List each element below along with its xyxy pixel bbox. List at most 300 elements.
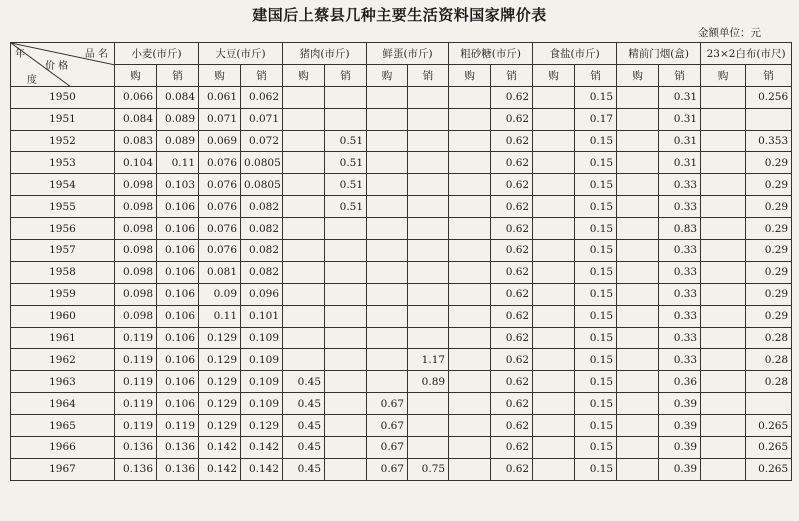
page-title: 建国后上蔡县几种主要生活资料国家牌价表 bbox=[252, 6, 547, 24]
price-cell: 0.098 bbox=[115, 283, 157, 305]
price-cell bbox=[701, 261, 746, 283]
price-cell: 0.15 bbox=[575, 218, 617, 240]
price-cell bbox=[617, 415, 659, 437]
price-cell bbox=[367, 349, 408, 371]
price-cell: 0.106 bbox=[157, 240, 199, 262]
price-cell: 0.129 bbox=[199, 349, 241, 371]
price-cell bbox=[325, 261, 367, 283]
year-cell: 1958 bbox=[11, 261, 115, 283]
price-cell: 0.109 bbox=[241, 393, 283, 415]
price-cell: 0.106 bbox=[157, 196, 199, 218]
table-row bbox=[11, 86, 792, 108]
price-cell: 0.45 bbox=[283, 458, 325, 480]
price-cell bbox=[617, 371, 659, 393]
price-cell: 0.33 bbox=[659, 196, 701, 218]
price-cell: 0.67 bbox=[367, 458, 408, 480]
price-cell: 0.62 bbox=[491, 218, 533, 240]
table-row bbox=[11, 174, 792, 196]
price-cell: 0.129 bbox=[199, 327, 241, 349]
price-cell bbox=[701, 393, 746, 415]
price-cell: 0.39 bbox=[659, 458, 701, 480]
price-cell bbox=[701, 240, 746, 262]
price-cell: 0.076 bbox=[199, 174, 241, 196]
price-cell: 0.076 bbox=[199, 152, 241, 174]
price-cell: 0.62 bbox=[491, 371, 533, 393]
price-cell bbox=[367, 305, 408, 327]
price-cell: 0.119 bbox=[115, 327, 157, 349]
price-cell: 0.15 bbox=[575, 305, 617, 327]
price-cell bbox=[533, 108, 575, 130]
price-cell: 0.072 bbox=[241, 130, 283, 152]
price-cell bbox=[325, 415, 367, 437]
price-cell bbox=[283, 327, 325, 349]
price-cell: 0.15 bbox=[575, 86, 617, 108]
price-cell bbox=[283, 349, 325, 371]
price-cell bbox=[701, 283, 746, 305]
price-cell bbox=[283, 218, 325, 240]
price-cell: 0.17 bbox=[575, 108, 617, 130]
subheader-sell: 销 bbox=[659, 64, 701, 86]
price-cell: 0.29 bbox=[746, 196, 792, 218]
year-cell: 1963 bbox=[11, 371, 115, 393]
price-cell bbox=[367, 130, 408, 152]
price-cell bbox=[367, 86, 408, 108]
price-cell: 0.098 bbox=[115, 305, 157, 327]
price-cell bbox=[617, 437, 659, 459]
price-cell bbox=[283, 130, 325, 152]
price-cell bbox=[367, 283, 408, 305]
subheader-sell: 销 bbox=[491, 64, 533, 86]
price-cell: 0.62 bbox=[491, 415, 533, 437]
price-cell bbox=[367, 327, 408, 349]
year-cell: 1967 bbox=[11, 458, 115, 480]
year-cell: 1952 bbox=[11, 130, 115, 152]
price-cell bbox=[449, 261, 491, 283]
price-cell: 0.62 bbox=[491, 393, 533, 415]
price-cell bbox=[617, 349, 659, 371]
price-cell bbox=[701, 371, 746, 393]
header-wheat: 小麦(市斤) bbox=[115, 43, 199, 65]
price-cell bbox=[533, 152, 575, 174]
price-cell: 0.136 bbox=[157, 437, 199, 459]
price-cell: 0.62 bbox=[491, 108, 533, 130]
subheader-buy: 购 bbox=[115, 64, 157, 86]
year-cell: 1966 bbox=[11, 437, 115, 459]
table-row bbox=[11, 261, 792, 283]
price-cell: 0.28 bbox=[746, 371, 792, 393]
price-cell: 0.31 bbox=[659, 130, 701, 152]
price-cell: 0.069 bbox=[199, 130, 241, 152]
subheader-sell: 销 bbox=[157, 64, 199, 86]
price-cell bbox=[449, 349, 491, 371]
price-cell: 0.062 bbox=[241, 86, 283, 108]
price-cell: 0.33 bbox=[659, 174, 701, 196]
price-cell bbox=[283, 240, 325, 262]
table-row bbox=[11, 458, 792, 480]
price-cell bbox=[533, 437, 575, 459]
price-cell: 0.142 bbox=[241, 437, 283, 459]
price-cell: 0.084 bbox=[157, 86, 199, 108]
price-cell: 0.136 bbox=[115, 437, 157, 459]
price-cell: 0.15 bbox=[575, 261, 617, 283]
price-cell bbox=[283, 174, 325, 196]
price-cell: 0.62 bbox=[491, 458, 533, 480]
price-cell: 0.106 bbox=[157, 283, 199, 305]
header-row bbox=[11, 43, 792, 65]
price-cell: 0.29 bbox=[746, 305, 792, 327]
price-cell bbox=[617, 283, 659, 305]
price-cell: 0.39 bbox=[659, 415, 701, 437]
price-cell: 0.082 bbox=[241, 261, 283, 283]
unit-label: 金额单位：元 bbox=[698, 27, 761, 39]
price-cell bbox=[408, 283, 449, 305]
price-cell bbox=[408, 415, 449, 437]
price-cell: 0.0805 bbox=[241, 174, 283, 196]
header-cloth: 23×2白布(市尺) bbox=[701, 43, 792, 65]
subheader-buy: 购 bbox=[617, 64, 659, 86]
price-cell: 0.106 bbox=[157, 261, 199, 283]
year-cell: 1960 bbox=[11, 305, 115, 327]
price-cell bbox=[533, 458, 575, 480]
price-cell: 0.098 bbox=[115, 261, 157, 283]
price-cell bbox=[617, 393, 659, 415]
price-cell: 0.29 bbox=[746, 218, 792, 240]
price-cell bbox=[283, 152, 325, 174]
price-cell: 0.29 bbox=[746, 174, 792, 196]
table-row bbox=[11, 349, 792, 371]
price-cell bbox=[533, 327, 575, 349]
price-cell bbox=[533, 218, 575, 240]
price-cell: 0.29 bbox=[746, 152, 792, 174]
price-cell bbox=[283, 86, 325, 108]
price-cell bbox=[617, 130, 659, 152]
price-cell bbox=[449, 458, 491, 480]
price-cell: 0.62 bbox=[491, 86, 533, 108]
subheader-buy: 购 bbox=[449, 64, 491, 86]
price-cell: 0.62 bbox=[491, 437, 533, 459]
year-cell: 1953 bbox=[11, 152, 115, 174]
price-cell: 0.62 bbox=[491, 152, 533, 174]
price-cell: 0.51 bbox=[325, 174, 367, 196]
price-cell: 0.28 bbox=[746, 327, 792, 349]
price-cell: 0.106 bbox=[157, 218, 199, 240]
price-cell bbox=[533, 240, 575, 262]
year-cell: 1954 bbox=[11, 174, 115, 196]
table-row bbox=[11, 305, 792, 327]
price-cell bbox=[533, 174, 575, 196]
price-cell bbox=[408, 393, 449, 415]
year-cell: 1955 bbox=[11, 196, 115, 218]
price-cell bbox=[408, 327, 449, 349]
price-cell bbox=[449, 437, 491, 459]
table-row bbox=[11, 327, 792, 349]
price-cell bbox=[367, 218, 408, 240]
price-cell: 0.098 bbox=[115, 218, 157, 240]
year-cell: 1957 bbox=[11, 240, 115, 262]
table-row bbox=[11, 437, 792, 459]
corner-bottom-label: 度 bbox=[27, 75, 37, 86]
price-cell: 0.15 bbox=[575, 327, 617, 349]
price-cell: 0.62 bbox=[491, 261, 533, 283]
price-cell: 0.076 bbox=[199, 240, 241, 262]
price-cell bbox=[408, 108, 449, 130]
price-cell bbox=[533, 283, 575, 305]
subheader-buy: 购 bbox=[283, 64, 325, 86]
price-table bbox=[10, 42, 792, 481]
table-body bbox=[11, 86, 792, 480]
price-cell bbox=[408, 218, 449, 240]
price-cell: 0.083 bbox=[115, 130, 157, 152]
price-cell: 0.67 bbox=[367, 393, 408, 415]
price-cell: 0.31 bbox=[659, 152, 701, 174]
price-cell: 0.39 bbox=[659, 437, 701, 459]
subheader-sell: 销 bbox=[325, 64, 367, 86]
price-cell: 0.33 bbox=[659, 240, 701, 262]
corner-left-label: 年 bbox=[15, 49, 25, 60]
table-row bbox=[11, 240, 792, 262]
price-cell: 0.83 bbox=[659, 218, 701, 240]
price-cell bbox=[746, 393, 792, 415]
subheader-sell: 销 bbox=[746, 64, 792, 86]
year-cell: 1956 bbox=[11, 218, 115, 240]
price-cell: 0.15 bbox=[575, 458, 617, 480]
price-cell: 0.15 bbox=[575, 240, 617, 262]
price-cell bbox=[533, 130, 575, 152]
price-cell bbox=[449, 371, 491, 393]
price-cell bbox=[701, 196, 746, 218]
subheader-buy: 购 bbox=[533, 64, 575, 86]
price-cell bbox=[449, 174, 491, 196]
price-cell bbox=[617, 108, 659, 130]
price-cell: 0.62 bbox=[491, 349, 533, 371]
price-cell: 0.129 bbox=[241, 415, 283, 437]
price-cell: 0.142 bbox=[199, 437, 241, 459]
price-cell bbox=[325, 327, 367, 349]
subheader-buy: 购 bbox=[701, 64, 746, 86]
header-cigarettes: 精前门烟(盒) bbox=[617, 43, 701, 65]
price-cell: 0.119 bbox=[115, 415, 157, 437]
price-cell bbox=[325, 240, 367, 262]
price-cell bbox=[325, 305, 367, 327]
price-cell bbox=[449, 240, 491, 262]
price-cell: 0.36 bbox=[659, 371, 701, 393]
price-cell: 0.29 bbox=[746, 240, 792, 262]
subheader-sell: 销 bbox=[408, 64, 449, 86]
price-cell: 0.129 bbox=[199, 371, 241, 393]
corner-top-label: 品 名 bbox=[84, 49, 108, 60]
price-cell: 0.142 bbox=[199, 458, 241, 480]
table-row bbox=[11, 152, 792, 174]
price-cell: 0.082 bbox=[241, 196, 283, 218]
price-cell: 0.256 bbox=[746, 86, 792, 108]
price-cell: 0.089 bbox=[157, 108, 199, 130]
price-cell bbox=[408, 196, 449, 218]
price-cell: 0.15 bbox=[575, 196, 617, 218]
price-cell: 0.061 bbox=[199, 86, 241, 108]
price-cell: 0.089 bbox=[157, 130, 199, 152]
price-cell bbox=[701, 86, 746, 108]
price-cell bbox=[617, 86, 659, 108]
price-cell bbox=[325, 371, 367, 393]
price-cell bbox=[283, 283, 325, 305]
price-cell bbox=[408, 86, 449, 108]
price-cell: 0.31 bbox=[659, 108, 701, 130]
price-cell: 1.17 bbox=[408, 349, 449, 371]
price-cell: 0.62 bbox=[491, 130, 533, 152]
price-cell: 0.75 bbox=[408, 458, 449, 480]
price-cell bbox=[533, 196, 575, 218]
price-cell: 0.129 bbox=[199, 415, 241, 437]
price-cell: 0.33 bbox=[659, 305, 701, 327]
price-cell bbox=[408, 437, 449, 459]
price-cell bbox=[701, 327, 746, 349]
price-cell: 0.098 bbox=[115, 174, 157, 196]
price-cell bbox=[746, 108, 792, 130]
price-cell bbox=[408, 261, 449, 283]
price-cell: 0.62 bbox=[491, 305, 533, 327]
price-cell: 0.098 bbox=[115, 196, 157, 218]
price-cell bbox=[283, 196, 325, 218]
price-cell bbox=[617, 174, 659, 196]
price-cell: 0.15 bbox=[575, 130, 617, 152]
price-cell: 0.39 bbox=[659, 393, 701, 415]
price-cell: 0.071 bbox=[199, 108, 241, 130]
price-cell: 0.119 bbox=[115, 349, 157, 371]
header-eggs: 鲜蛋(市斤) bbox=[367, 43, 449, 65]
price-cell bbox=[408, 152, 449, 174]
table-row bbox=[11, 283, 792, 305]
header-soybean: 大豆(市斤) bbox=[199, 43, 283, 65]
price-cell: 0.103 bbox=[157, 174, 199, 196]
price-cell: 0.51 bbox=[325, 152, 367, 174]
price-cell bbox=[701, 218, 746, 240]
price-cell bbox=[533, 371, 575, 393]
price-cell bbox=[617, 218, 659, 240]
price-cell: 0.45 bbox=[283, 371, 325, 393]
price-cell bbox=[701, 130, 746, 152]
price-cell bbox=[367, 174, 408, 196]
table-row bbox=[11, 218, 792, 240]
price-cell: 0.109 bbox=[241, 349, 283, 371]
price-cell bbox=[283, 305, 325, 327]
price-cell bbox=[367, 196, 408, 218]
price-cell: 0.62 bbox=[491, 240, 533, 262]
price-cell: 0.136 bbox=[157, 458, 199, 480]
price-cell: 0.31 bbox=[659, 86, 701, 108]
price-cell bbox=[367, 261, 408, 283]
price-cell: 0.109 bbox=[241, 371, 283, 393]
price-cell bbox=[449, 415, 491, 437]
price-cell: 0.45 bbox=[283, 393, 325, 415]
price-cell: 0.15 bbox=[575, 283, 617, 305]
price-cell bbox=[617, 240, 659, 262]
price-cell bbox=[701, 305, 746, 327]
price-cell bbox=[533, 261, 575, 283]
price-cell: 0.15 bbox=[575, 152, 617, 174]
price-cell bbox=[533, 393, 575, 415]
price-cell: 0.101 bbox=[241, 305, 283, 327]
price-cell bbox=[533, 415, 575, 437]
price-cell bbox=[617, 458, 659, 480]
price-cell bbox=[325, 86, 367, 108]
price-cell: 0.33 bbox=[659, 349, 701, 371]
price-cell bbox=[449, 108, 491, 130]
price-cell: 0.119 bbox=[157, 415, 199, 437]
price-cell: 0.15 bbox=[575, 174, 617, 196]
price-cell: 0.62 bbox=[491, 327, 533, 349]
price-cell: 0.67 bbox=[367, 415, 408, 437]
table-row bbox=[11, 371, 792, 393]
price-cell: 0.098 bbox=[115, 240, 157, 262]
price-cell bbox=[408, 174, 449, 196]
table-row bbox=[11, 196, 792, 218]
price-cell: 0.084 bbox=[115, 108, 157, 130]
price-cell bbox=[367, 108, 408, 130]
price-cell bbox=[408, 305, 449, 327]
price-cell: 0.119 bbox=[115, 371, 157, 393]
price-cell: 0.142 bbox=[241, 458, 283, 480]
price-cell: 0.11 bbox=[199, 305, 241, 327]
price-cell: 0.15 bbox=[575, 393, 617, 415]
price-cell: 0.0805 bbox=[241, 152, 283, 174]
subheader-sell: 销 bbox=[241, 64, 283, 86]
price-cell: 0.119 bbox=[115, 393, 157, 415]
price-cell: 0.67 bbox=[367, 437, 408, 459]
header-sugar: 粗砂糖(市斤) bbox=[449, 43, 533, 65]
price-cell bbox=[701, 349, 746, 371]
price-cell: 0.066 bbox=[115, 86, 157, 108]
price-cell: 0.28 bbox=[746, 349, 792, 371]
price-cell bbox=[325, 349, 367, 371]
price-cell: 0.106 bbox=[157, 371, 199, 393]
price-cell: 0.51 bbox=[325, 130, 367, 152]
price-cell: 0.265 bbox=[746, 458, 792, 480]
price-cell bbox=[449, 196, 491, 218]
price-cell bbox=[408, 130, 449, 152]
price-cell: 0.104 bbox=[115, 152, 157, 174]
price-cell bbox=[325, 108, 367, 130]
price-cell: 0.096 bbox=[241, 283, 283, 305]
price-cell: 0.076 bbox=[199, 196, 241, 218]
header-salt: 食盐(市斤) bbox=[533, 43, 617, 65]
price-cell: 0.62 bbox=[491, 196, 533, 218]
price-cell: 0.265 bbox=[746, 437, 792, 459]
subheader-row bbox=[11, 64, 792, 86]
price-cell: 0.136 bbox=[115, 458, 157, 480]
price-cell: 0.11 bbox=[157, 152, 199, 174]
price-cell bbox=[533, 305, 575, 327]
year-cell: 1961 bbox=[11, 327, 115, 349]
price-cell bbox=[533, 349, 575, 371]
price-cell: 0.33 bbox=[659, 283, 701, 305]
price-cell: 0.081 bbox=[199, 261, 241, 283]
year-cell: 1964 bbox=[11, 393, 115, 415]
year-cell: 1959 bbox=[11, 283, 115, 305]
price-cell bbox=[449, 152, 491, 174]
price-cell: 0.15 bbox=[575, 415, 617, 437]
price-cell: 0.45 bbox=[283, 437, 325, 459]
price-cell bbox=[701, 174, 746, 196]
price-cell bbox=[449, 283, 491, 305]
price-cell bbox=[617, 152, 659, 174]
corner-header bbox=[11, 43, 115, 87]
price-cell: 0.109 bbox=[241, 327, 283, 349]
price-cell: 0.33 bbox=[659, 327, 701, 349]
price-cell: 0.29 bbox=[746, 261, 792, 283]
price-cell: 0.15 bbox=[575, 349, 617, 371]
price-cell: 0.106 bbox=[157, 349, 199, 371]
price-cell: 0.076 bbox=[199, 218, 241, 240]
